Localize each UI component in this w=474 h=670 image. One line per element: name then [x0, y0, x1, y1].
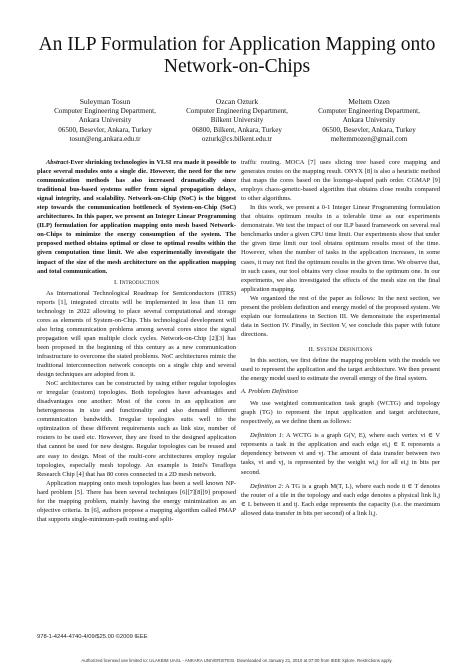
- definition-text: : A WCTG is a graph G(V, E), where each vertex vi ∈ V represents a task in the application and each edge ei,j ∈ E represents a dependency between vi and vj. The amount of data transfer between two tasks, vi and vj, is represented by the weight wi,j for all ei,j in bits per second.: [241, 432, 440, 476]
- author-addr: 06500, Besevler, Ankara, Turkey: [322, 125, 416, 134]
- author-addr: 06800, Bilkent, Ankara, Turkey: [192, 125, 282, 134]
- author-1: [30, 97, 180, 145]
- author-univ: Bilkent University: [210, 116, 264, 124]
- footer-isbn: 978-1-4244-4740-4/09/$25.00 ©2009 IEEE: [37, 634, 148, 640]
- author-dept: Computer Engineering Department,: [54, 106, 156, 115]
- author-dept: Computer Engineering Department,: [318, 106, 420, 115]
- author-univ: Ankara University: [78, 116, 132, 124]
- body-paragraph: We use weighted communication task graph (WCTG) and topology graph (TG) to represent the input application and target architecture, respectively, as we define them as follows:: [241, 400, 440, 426]
- abstract-label: Abstract: [46, 159, 69, 166]
- author-2: [162, 97, 312, 145]
- subsection-heading-problem-definition: A. Problem Definition: [241, 388, 298, 396]
- title-line-2: Network-on-Chips: [163, 56, 311, 77]
- section-heading-system-definitions: II. System Definitions: [308, 345, 373, 353]
- body-paragraph: We organized the rest of the paper as follows: In the next section, we present the problem definition and energy model of the proposed system. We explain our formulations in Section III. We demonstrate the experimental data in Section IV. Finally, in Section V, we conclude this paper with future directions.: [241, 294, 440, 338]
- body-paragraph: In this section, we first define the mapping problem with the models we used to represent the application and the target architecture. We then present the energy model used to estimate the overall energy of the final system.: [241, 356, 440, 383]
- definition-1: [241, 431, 440, 476]
- author-block: [0, 97, 474, 149]
- body-paragraph: As International Technological Roadmap for Semiconductors (ITRS) reports [1], integrated circuits will be implemented in less than 11 nm technology in 2022 allowing to place several computational and storage cores as elements of System-on-Chip. This technological development will also bring communication problems among several cores since the signal propagation will span multiple clock cycles. Network-on-Chip [2][3] has been proposed in the beginning of this century as a new communication infrastructure to overcome the stated problems. NoC architectures mimic the traditional interconnection network concepts on a single chip and several design techniques are adopted from it.: [37, 289, 236, 379]
- abstract-text: -Ever shrinking technologies in VLSI era made it possible to place several modules onto a single die. However, the need for the new communication methods has also increased dramatically since traditional bus-based systems suffer from signal propagation delays, signal integrity, and scalability. Network-on-Chip (NoC) is the biggest step towards the communication bottleneck of System-on-Chip (SoC) architectures. In this paper, we present an Integer Linear Programming (ILP) formulation for application mapping onto mesh based Network-on-Chips to minimize the energy consumption of the system. The proposed method obtains optimal or close to optimal results within the given computation time limit. We also experimentally investigate the impact of the size of the mesh architecture on the application mapping and total communication.: [37, 159, 236, 275]
- title-line-1: An ILP Formulation for Application Mapping onto: [38, 34, 436, 55]
- definition-text: : A TG is a graph M(T, L), where each node ti ∈ T denotes the router of a tile in the topology and each edge denotes a physical link li,j ∈ L between ti and tj. Each edge represents the capacity (i.e. the maximum allowed data transfer in bits per second) of a link li,j.: [241, 482, 440, 517]
- abstract: [37, 158, 236, 276]
- definition-label: Definition 2: [250, 482, 282, 490]
- definition-2: [241, 482, 440, 518]
- body-paragraph: NoC architectures can be constructed by using either regular topologies or irregular (custom) topologies. Both topologies have advantages and disadvantages one another: Most of the cores in an application are heterogeneous in size and functionality and also demand different communication bandwidth. Irregular topologies suits well to the optimization of these different requirements such as link size, number of routers to be used etc. However, they are fixed to the designed application that cannot be used for new designs. Regular topologies can be reused and are easy to design. Most of the multi-core architectures employ regular topologies, especially mesh topology. An example is Intel's Teraflops Research Chip [4] that has 80 cores connected in a 2D mesh network.: [37, 380, 236, 478]
- author-univ: Ankara University: [342, 116, 396, 124]
- author-email: tosun@eng.ankara.edu.tr: [69, 135, 141, 143]
- author-email: ozturk@cs.bilkent.edu.tr: [201, 135, 273, 143]
- definition-label: Definition 1: [250, 432, 282, 440]
- section-heading-introduction: I. Introduction: [113, 278, 160, 286]
- author-name: Ozcan Ozturk: [215, 97, 259, 106]
- body-paragraph: Application mapping onto mesh topologies has been a well known NP-hard problem [5]. There has been several techniques [6][7][8][9] proposed for the mapping problem, mainly having the energy minimization as an objective criteria. In [6], authors propose a mapping algorithm called PMAP that supports single-minimum-path routing and split-: [37, 479, 236, 523]
- author-dept: Computer Engineering Department,: [186, 106, 288, 115]
- author-addr: 06500, Besevler, Ankara, Turkey: [58, 125, 152, 134]
- left-column: [37, 158, 236, 524]
- body-paragraph: In this work, we present a 0-1 Integer Linear Programming formulation that obtains optimum results in a tolerable time as our experiments demonstrate. We test the impact of our ILP based framework on several real benchmarks under a given CPU time limit. Our experiments show that under the given time limit our tool obtains optimum results most of the time. However, when the number of tasks in the application increases, in some cases, it may not find the optimum results in the given time. We observe that, in such cases, our tool obtains very close results to the optimum one. In our experiments, we also investigated the effects of the mesh size on the final application mapping.: [241, 204, 440, 293]
- body-paragraph: traffic routing. MOCA [7] uses slicing tree based core mapping and generates routes on the mapping result. ONYX [8] is also a heuristic method that maps the cores based on the lozenge-shaped path order. CGMAP [9] employs chaos-genetic-based algorithm that obtains close results compared to other algorithms.: [241, 159, 440, 203]
- paper-title: [20, 34, 454, 78]
- author-name: Suleyman Tosun: [79, 97, 131, 106]
- footer-license: Authorized licensed use limited to: ULAKBIM UASL - ANKARA UNIVERSITESI. Downloaded on January 21, 2010 at 07:00 from IEEE Xplore. Restrictions apply.: [81, 658, 393, 663]
- right-column: [241, 158, 440, 518]
- author-3: [294, 97, 444, 145]
- author-name: Meltem Ozen: [348, 97, 390, 106]
- author-email: meltemmozen@gmail.com: [330, 135, 408, 143]
